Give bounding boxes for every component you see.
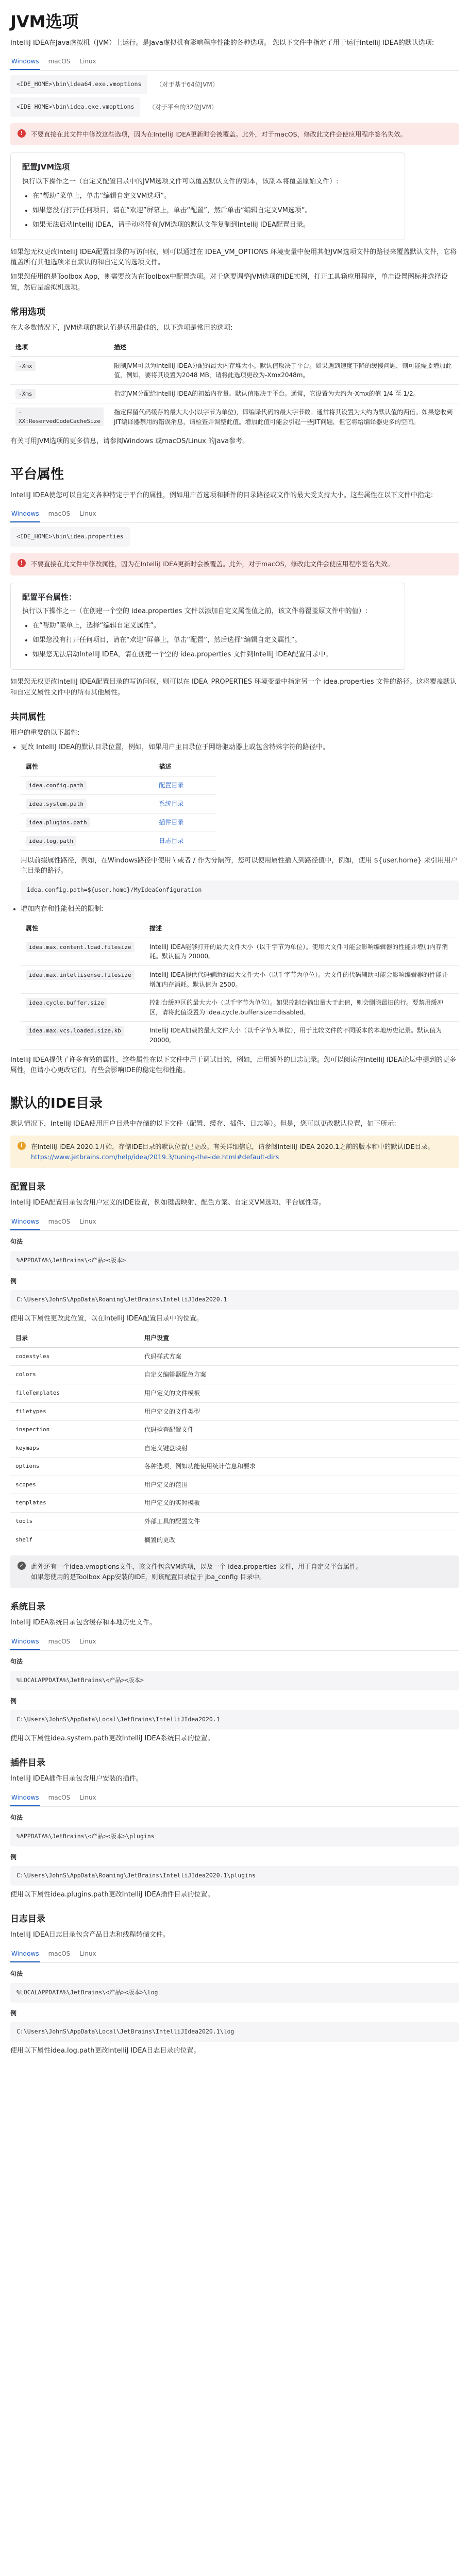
- section-heading: 插件目录: [10, 1758, 45, 1769]
- procedure-step: • 如果您没有打开任何项目，请在“欢迎”屏幕上，单击“配置”，然后选择“编辑自定义属性”。: [32, 635, 393, 646]
- dir-desc: 用户定义的范围: [139, 1476, 459, 1494]
- table-row: [10, 1458, 459, 1476]
- paragraph: IntelliJ IDEA日志目录包含产品日志和线程转储文件。: [10, 1931, 170, 1939]
- procedure-title: 配置平台属性：: [22, 592, 77, 602]
- code-block: C:\Users\JohnS\AppData\Local\JetBrains\IntelliJIdea2020.1\log: [10, 2022, 459, 2042]
- dir-name: keymaps: [10, 1439, 139, 1458]
- property-name: idea.config.path: [26, 781, 87, 790]
- table-row: [21, 794, 216, 813]
- tab-windows[interactable]: Windows: [10, 1214, 40, 1231]
- limits-table: [21, 920, 459, 1049]
- example-label: 例: [10, 1853, 17, 1861]
- os-tabs: [10, 1790, 459, 1807]
- table-row: [21, 776, 216, 794]
- table-row: [21, 966, 459, 994]
- property-name: idea.max.intellisense.filesize: [26, 970, 135, 980]
- property-name: idea.max.content.load.filesize: [26, 942, 135, 952]
- property-desc: IntelliJ IDEA加载的最大文件大小（以千字节为单位），用于比较文件的不同版本的本地历史记录。默认值为 20000。: [144, 1022, 459, 1049]
- paragraph: 如果您无权更改IntelliJ IDEA配置目录的写访问权，则可以在 IDEA_PROPERTIES 环境变量中指定另一个 idea.properties 文件的路径。这将覆盖默认和自定义属性文件中的所有其他属性。: [10, 678, 457, 697]
- table-row: [10, 1384, 459, 1402]
- tab-linux[interactable]: Linux: [79, 1217, 96, 1225]
- option-name: -XX:ReservedCodeCacheSize: [15, 408, 104, 426]
- code-block: <IDE_HOME>\bin\idea.exe.vmoptions: [10, 97, 140, 117]
- dir-name: templates: [10, 1494, 139, 1513]
- os-tabs: [10, 1946, 459, 1963]
- options-table: [10, 338, 459, 431]
- table-header: 描述: [154, 758, 216, 776]
- code-block: %LOCALAPPDATA%\JetBrains\<产品><版本>\log: [10, 1983, 459, 2003]
- tab-linux[interactable]: Linux: [79, 510, 96, 517]
- section-heading: 日志目录: [10, 1914, 45, 1925]
- jvm-intro: IntelliJ IDEA在Java虚拟机（JVM）上运行。是Java虚拟机有影响程序性能的各种选项。 您以下文件中指定了用于运行IntelliJ IDEA的默认选项:: [10, 39, 434, 47]
- code-block: %APPDATA%\JetBrains\<产品><版本>\plugins: [10, 1827, 459, 1846]
- os-tabs: [10, 506, 459, 523]
- paragraph: 如果您无权更改IntelliJ IDEA配置目录的写访问权，则可以通过在 IDEA_VM_OPTIONS 环境变量中使用其他JVM选项文件的路径来覆盖默认文件，它将覆盖所有其他选项来自默认的和自定义的选项文件。: [10, 248, 457, 267]
- paragraph: IntelliJ IDEA使您可以自定义各种特定于平台的属性，例如用户首选项和插件的目录路径或文件的最大受支持大小。这些属性在以下文件中指定:: [10, 491, 433, 499]
- warning-callout: [10, 123, 459, 145]
- dir-desc: 用户定义的文件模板: [139, 1384, 459, 1402]
- code-row: [10, 75, 459, 94]
- table-row: [10, 1421, 459, 1439]
- table-row: [10, 357, 459, 384]
- property-name: idea.cycle.buffer.size: [26, 998, 107, 1008]
- code-block: %APPDATA%\JetBrains\<产品><版本>: [10, 1251, 459, 1270]
- dir-name: tools: [10, 1513, 139, 1531]
- tab-windows[interactable]: Windows: [10, 1634, 40, 1651]
- warning-text: 不要直接在此文件中修改属性，因为在IntelliJ IDEA更新时会被覆盖。此外，对于macOS，修改此文件会使应用程序签名失效。: [31, 560, 394, 568]
- section-heading: 配置目录: [10, 1182, 45, 1193]
- table-row: [10, 1366, 459, 1384]
- warning-icon: !: [18, 559, 26, 567]
- procedure-lead: 执行以下操作之一（自定义配置目录中的JVM选项文件可以覆盖默认文件的副本，该副本将覆盖原始文件）:: [22, 177, 339, 185]
- paragraph: IntelliJ IDEA提供了许多有效的属性，这些属性在以下文件中用于调试目的，例如，启用额外的日志记录。您可以阅读在IntelliJ IDEA论坛中提到的更多属性，但请小心更改它们，有些会影响IDE的稳定性和性能。: [10, 1056, 456, 1074]
- syntax-label: 句法: [10, 1970, 23, 1978]
- paragraph: 用户的重要的以下属性:: [10, 729, 80, 737]
- table-header: 用户设置: [139, 1329, 459, 1347]
- tab-macos[interactable]: macOS: [48, 1793, 71, 1801]
- page-title: JVM选项: [10, 12, 79, 31]
- table-row: [21, 1022, 459, 1049]
- properties-table: [21, 758, 216, 851]
- paragraph: 使用以下属性idea.system.path更改IntelliJ IDEA系统目录的位置。: [10, 1734, 214, 1742]
- table-header: 目录: [10, 1329, 139, 1347]
- property-name: idea.plugins.path: [26, 818, 90, 827]
- code-block: C:\Users\JohnS\AppData\Roaming\JetBrains\IntelliJIdea2020.1\plugins: [10, 1866, 459, 1886]
- property-desc-link[interactable]: 插件目录: [159, 818, 184, 826]
- table-row: [10, 1494, 459, 1513]
- table-row: [10, 384, 459, 403]
- dir-desc: 自定义键盘映射: [139, 1439, 459, 1458]
- paragraph: 默认情况下，IntelliJ IDEA使用用户目录中存储的以下文件（配置、缓存、插件、日志等）。但是，您可以更改默认位置，如下所示:: [10, 1120, 396, 1128]
- table-row: [21, 938, 459, 965]
- property-name: idea.max.vcs.loaded.size.kb: [26, 1026, 124, 1036]
- paragraph: IntelliJ IDEA配置目录包含用户定义的IDE设置，例如键盘映射、配色方案、自定义VM选项、平台属性等。: [10, 1199, 326, 1207]
- code-row: [10, 97, 459, 117]
- tab-macos[interactable]: macOS: [48, 510, 71, 517]
- info-text: 在IntelliJ IDEA 2020.1开始，存储IDE目录的默认位置已更改。有关详细信息，请参阅IntelliJ IDEA 2020.1之前的版本和中的默认IDE目录。: [31, 1143, 434, 1151]
- property-desc: IntelliJ IDEA提供代码辅助的最大文件大小（以千字节为单位）。大文件的代码辅助可能会影响编辑器的性能并增加内存消耗。默认值为 2500。: [144, 966, 459, 994]
- table-row: [10, 403, 459, 431]
- table-row: [21, 813, 216, 832]
- config-dirs-table: [10, 1329, 459, 1549]
- tip-text: 如果您使用的是Toolbox App安装的IDE，则该配置目录位于 jba_config 目录中。: [31, 1572, 266, 1581]
- code-note: （对于基于64位JVM）: [156, 80, 219, 88]
- procedure-step: • 如果无法启动IntelliJ IDEA，请手动将带有JVM选项的默认文件复制到IntelliJ IDEA配置目录。: [32, 220, 393, 230]
- code-block: <IDE_HOME>\bin\idea64.exe.vmoptions: [10, 75, 147, 94]
- tab-macos[interactable]: macOS: [48, 57, 71, 65]
- tab-linux[interactable]: Linux: [79, 57, 96, 65]
- os-tabs: [10, 1214, 459, 1231]
- table-header: 选项: [10, 338, 109, 357]
- dir-desc: 各种选项，例如功能使用统计信息和要求: [139, 1458, 459, 1476]
- section-heading: 常用选项: [10, 307, 45, 317]
- property-desc-link[interactable]: 系统目录: [159, 800, 184, 807]
- dir-desc: 代码检查配置文件: [139, 1421, 459, 1439]
- info-callout: [10, 1136, 459, 1168]
- paragraph: 使用以下属性idea.plugins.path更改IntelliJ IDEA插件目录的位置。: [10, 1890, 214, 1899]
- example-label: 例: [10, 1697, 17, 1705]
- code-block: C:\Users\JohnS\AppData\Roaming\JetBrains\IntelliJIdea2020.1: [10, 1290, 459, 1310]
- procedure-step: • 如果您无法启动IntelliJ IDEA，请在创建一个空的 idea.properties 文件到IntelliJ IDEA配置目录中。: [32, 650, 393, 660]
- warning-text: 不要直接在此文件中修改这些选项，因为在IntelliJ IDEA更新时会被覆盖。此外，对于macOS，修改此文件会使应用程序签名失效。: [31, 130, 407, 138]
- dir-name: codestyles: [10, 1347, 139, 1366]
- paragraph: 在大多数情况下，JVM选项的默认值是适用最佳的，以下选项是常用的选项:: [10, 324, 233, 332]
- table-row: [10, 1476, 459, 1494]
- warning-icon: !: [18, 129, 26, 138]
- table-row: [10, 1402, 459, 1421]
- warning-callout: [10, 553, 459, 575]
- tab-windows[interactable]: Windows: [10, 506, 40, 523]
- dir-desc: 外部工具的配置文件: [139, 1513, 459, 1531]
- tab-macos[interactable]: macOS: [48, 1950, 71, 1957]
- option-desc: 限制JVM可以为IntelliJ IDEA分配的最大内存堆大小。默认值取决于平台。如果遇到速度下降的缓慢问题，则可能需要增加此值，例如，要将其设置为2048 MB，请将此选项更改为-Xmx2048m。: [109, 357, 459, 384]
- procedure-step: • 如果您没有打开任何项目，请在“欢迎”屏幕上，单击“配置”，然后单击“编辑自定义VM选项”。: [32, 206, 393, 216]
- table-row: [21, 832, 216, 851]
- dir-desc: 自定义编辑器配色方案: [139, 1366, 459, 1384]
- example-label: 例: [10, 2009, 17, 2017]
- list-item: • 更改 IntelliJ IDEA的默认目录位置，例如，如果用户主目录位于网络驱动器上或包含特殊字符的路径中。: [21, 742, 459, 753]
- syntax-label: 句法: [10, 1658, 23, 1666]
- dir-name: options: [10, 1458, 139, 1476]
- code-note: （对于平台的32位JVM）: [148, 103, 217, 111]
- tab-macos[interactable]: macOS: [48, 1637, 71, 1645]
- section-heading: 共同属性: [10, 711, 45, 722]
- dir-name: fileTemplates: [10, 1384, 139, 1402]
- dir-desc: 用户定义的实时模板: [139, 1494, 459, 1513]
- dir-name: colors: [10, 1366, 139, 1384]
- table-header: 描述: [144, 920, 459, 938]
- table-row: [10, 1347, 459, 1366]
- procedure-box: [10, 583, 405, 670]
- syntax-label: 句法: [10, 1238, 23, 1246]
- info-icon: i: [18, 1142, 26, 1150]
- paragraph: 有关可用JVM选项的更多信息，请参阅Windows 或macOS/Linux 的java参考。: [10, 437, 249, 446]
- table-row: [10, 1439, 459, 1458]
- dir-desc: 搁置的更改: [139, 1531, 459, 1549]
- os-tabs: [10, 1634, 459, 1651]
- option-desc: 指定JVM分配给IntelliJ IDEA的初始内存量。默认值取决于平台。通常，它设置为大约为-Xmx的值 1/4 至 1/2。: [109, 384, 459, 403]
- dir-desc: 用户定义的文件类型: [139, 1402, 459, 1421]
- code-block: %LOCALAPPDATA%\JetBrains\<产品><版本>: [10, 1671, 459, 1690]
- tab-linux[interactable]: Linux: [79, 1950, 96, 1957]
- code-block: <IDE_HOME>\bin\idea.properties: [10, 527, 130, 547]
- procedure-lead: 执行以下操作之一（在创建一个空的 idea.properties 文件以添加自定义属性值之前，该文件将覆盖原文件中的值）:: [22, 607, 367, 615]
- property-name: idea.log.path: [26, 836, 76, 846]
- list-item: • 增加内存和性能相关的限制:: [21, 904, 459, 914]
- paragraph: IntelliJ IDEA插件目录包含用户安装的插件。: [10, 1775, 143, 1783]
- table-header: 属性: [21, 758, 154, 776]
- syntax-label: 句法: [10, 1814, 23, 1822]
- property-desc-link[interactable]: 配置目录: [159, 781, 184, 789]
- table-row: [21, 994, 459, 1022]
- tab-linux[interactable]: Linux: [79, 1793, 96, 1801]
- paragraph: 使用以下属性更改此位置，以在IntelliJ IDEA配置目录中的位置。: [10, 1315, 203, 1323]
- code-row: [10, 527, 459, 547]
- property-desc: 控制台缓冲区的最大大小（以千字节为单位）。如果控制台输出量大于此值，则会删除最旧的行。要禁用缓冲区，请将此值设置为 idea.cycle.buffer.size=disabled。: [144, 994, 459, 1022]
- tab-windows[interactable]: Windows: [10, 1946, 40, 1963]
- info-link[interactable]: https://www.jetbrains.com/help/idea/2019.3/tuning-the-ide.html#default-dirs: [31, 1153, 279, 1161]
- option-name: -Xmx: [15, 361, 36, 371]
- paragraph: IntelliJ IDEA系统目录包含缓存和本地历史文件。: [10, 1619, 156, 1627]
- os-tabs: [10, 54, 459, 71]
- tab-linux[interactable]: Linux: [79, 1637, 96, 1645]
- tip-callout: [10, 1555, 459, 1588]
- tab-macos[interactable]: macOS: [48, 1217, 71, 1225]
- tip-text: 此外还有一个idea.vmoptions文件，该文件包含VM选项，以及一个 idea.properties 文件，用于自定义平台属性。: [31, 1563, 363, 1571]
- property-desc: IntelliJ IDEA能够打开的最大文件大小（以千字节为单位）。使用大文件可能会影响编辑器的性能并增加内存消耗。默认值为 20000。: [144, 938, 459, 965]
- paragraph: 使用以下属性idea.log.path更改IntelliJ IDEA日志目录的位置。: [10, 2046, 200, 2055]
- paragraph: 如果您使用的是Toolbox App，则需要改为在Toolbox中配置选项。对于您要调整JVM选项的IDE实例，打开工具箱应用程序，单击设置图标并选择设置，然后是虚拟机选项。: [10, 273, 448, 292]
- section-heading: 系统目录: [10, 1602, 45, 1613]
- code-block: C:\Users\JohnS\AppData\Local\JetBrains\IntelliJIdea2020.1: [10, 1710, 459, 1730]
- table-header: 描述: [109, 338, 459, 357]
- option-desc: 指定保留代码缓存的最大大小(以字节为单位)，即编译代码的最大字节数。通常将其设置为大约为默认值的两倍。如果您收到JIT编译器禁用的错误消息，请检查并调整此值。增加此值可能会引起一些JIT问题，但它将给编译器更多的空间。: [109, 403, 459, 431]
- dir-name: scopes: [10, 1476, 139, 1494]
- property-desc-link[interactable]: 日志目录: [159, 837, 184, 845]
- section-heading: 默认的IDE目录: [10, 1095, 103, 1111]
- tab-windows[interactable]: Windows: [10, 54, 40, 71]
- dir-name: filetypes: [10, 1402, 139, 1421]
- table-header: 属性: [21, 920, 144, 938]
- option-name: -Xms: [15, 389, 36, 399]
- tip-icon: ✓: [18, 1562, 26, 1570]
- code-block: idea.config.path=${user.home}/MyIdeaConfiguration: [21, 880, 459, 900]
- procedure-step: • 在“帮助”菜单上，选择“编辑自定义属性”。: [32, 621, 393, 631]
- table-row: [10, 1513, 459, 1531]
- paragraph: 用以前缀属性路径，例如，在Windows路径中使用 \ 或者 / 作为分隔符，您可以使用属性插入到路径值中，例如，使用 ${user.home} 来引用用户主目录的路径。: [21, 857, 458, 875]
- procedure-step: • 在“帮助”菜单上，单击“编辑自定义VM选项”。: [32, 191, 393, 201]
- procedure-box: [10, 152, 405, 240]
- dir-name: shelf: [10, 1531, 139, 1549]
- property-name: idea.system.path: [26, 799, 87, 809]
- tab-windows[interactable]: Windows: [10, 1790, 40, 1807]
- section-heading: 平台属性: [10, 467, 64, 483]
- procedure-title: 配置JVM选项: [22, 162, 70, 172]
- dir-desc: 代码样式方案: [139, 1347, 459, 1366]
- dir-name: inspection: [10, 1421, 139, 1439]
- table-row: [10, 1531, 459, 1549]
- example-label: 例: [10, 1277, 17, 1285]
